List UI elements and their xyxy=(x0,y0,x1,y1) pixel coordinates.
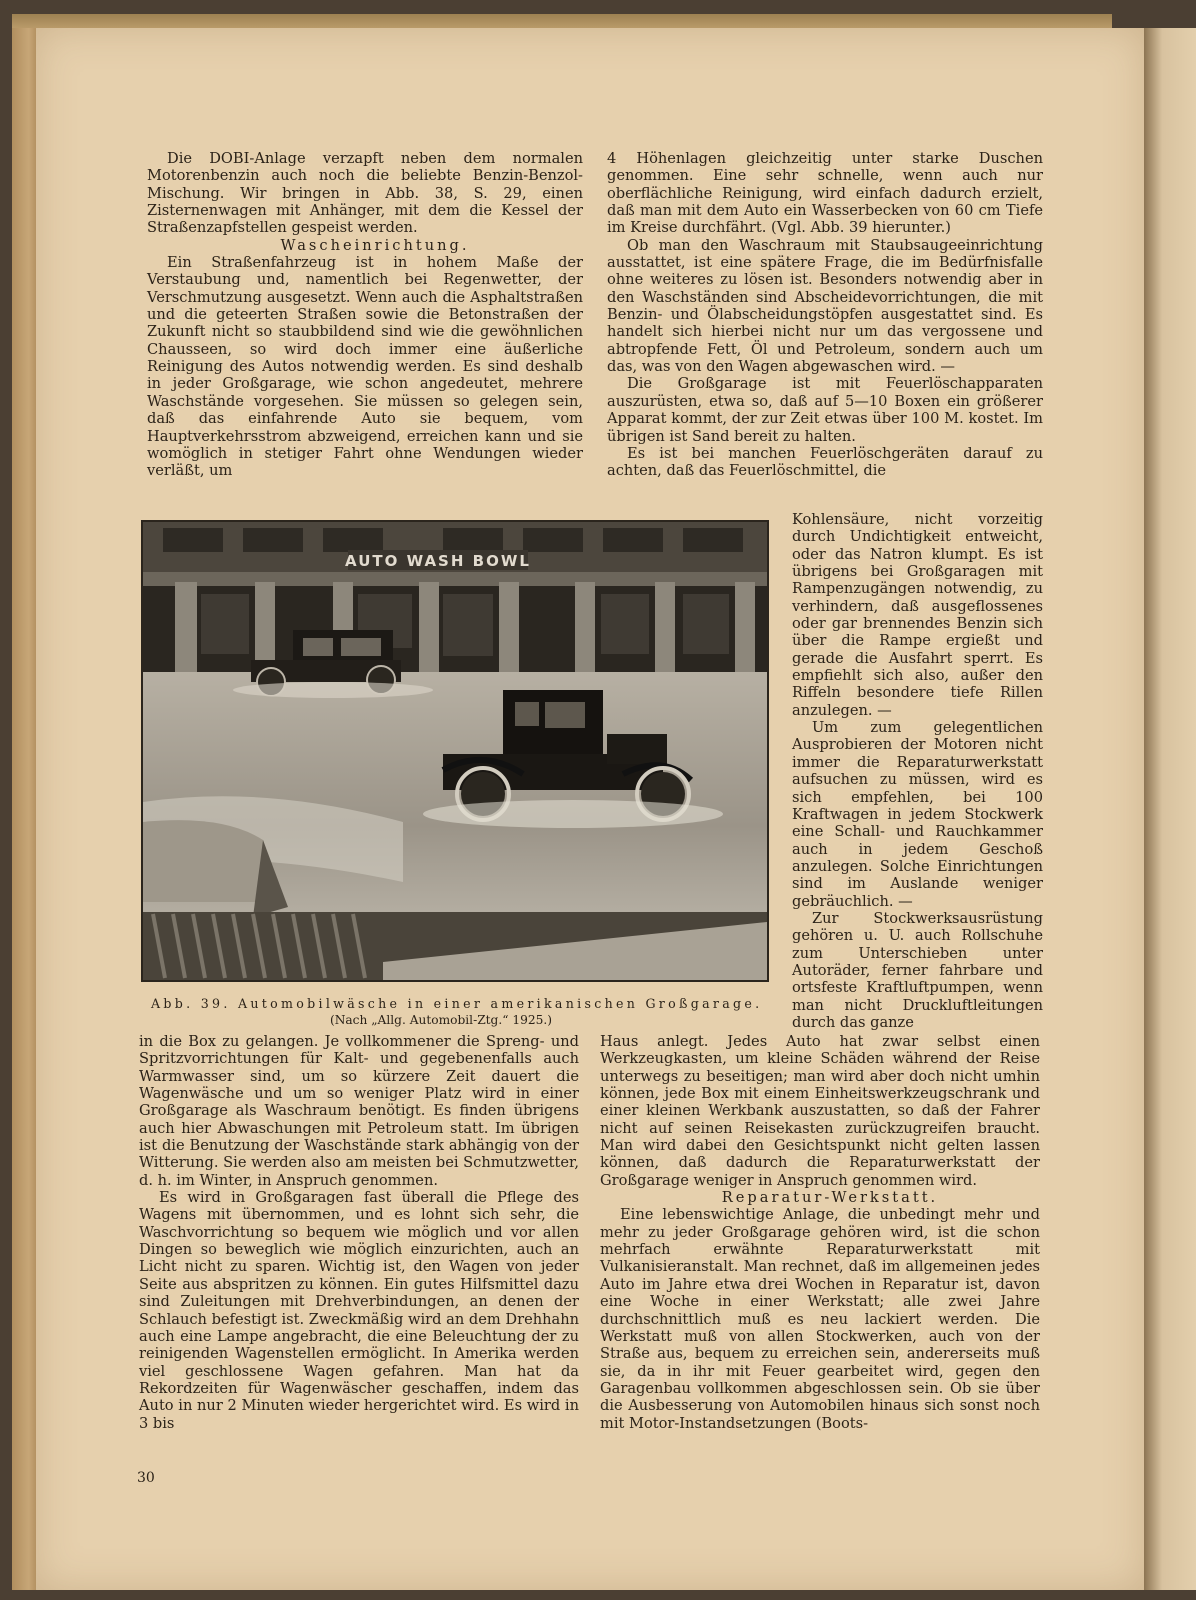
paragraph: in die Box zu gelangen. Je vollkommener die Spreng- und Spritzvorrichtungen für Kalt- und gegebenenfalls auch Warmwasser sind, um so kürzere Zeit dauert die Wagenwäsche und um so weniger Platz wird in einer Großgarage als Waschraum benötigt. Es finden übrigens auch hier Abwaschungen mit Petroleum statt. Im übrigen ist die Benutzung der Waschstände stark abhängig von der Witterung. Sie werden also am meisten bei Schmutzwetter, d. h. im Winter, in Anspruch genommen. xyxy=(139,1033,580,1189)
page-number: 30 xyxy=(137,1470,155,1486)
paragraph: Ob man den Waschraum mit Staubsaugeeinrichtung ausstattet, ist eine spätere Frage, die im Bedürfnisfalle ohne weiteres zu lösen ist. Besonders notwendig aber in den Waschständen sind Abscheidevorrichtungen, die mit Benzin- und Ölabscheidungstöpfen ausgestattet sind. Es handelt sich hierbei nicht nur um das vergossene und abtropfende Fett, Öl und Petroleum, sondern auch um das, was von den Wagen abgewaschen wird. — xyxy=(607,236,1043,376)
paragraph: Eine lebenswichtige Anlage, die unbedingt mehr und mehr zu jeder Großgarage gehören wird, ist die schon mehrfach erwähnte Reparaturwerkstatt mit Vulkanisieranstalt. Man rechnet, daß im allgemeinen jedes Auto im Jahre etwa drei Wochen in Reparatur ist, davon eine Woche in einer Werkstatt; alle zwei Jahre durchschnittlich muß es neu lackiert werden. Die Werkstatt muß von allen Stockwerken, auch von der Straße aus, bequem zu erreichen sein, andererseits muß sie, da in ihr mit Feuer gearbeitet wird, gegen den Garagenbau vollkommen abgeschlossen sein. Ob sie über die Ausbesserung von Automobilen hinaus sich sonst noch mit Motor-Instandsetzungen (Boots- xyxy=(600,1206,1040,1432)
column-left-top xyxy=(147,150,583,480)
paragraph: Ein Straßenfahrzeug ist in hohem Maße der Verstaubung und, namentlich bei Regenwetter, der Verschmutzung ausgesetzt. Wenn auch die Asphaltstraßen und die geteerten Straßen sowie die Betonstraßen der Zukunft nicht so staubbildend sind wie die gewöhnlichen Chausseen, so wird doch immer eine äußerliche Reinigung des Autos notwendig werden. Es sind deshalb in jeder Großgarage, wie schon angedeutet, mehrere Waschstände vorgesehen. Sie müssen so gelegen sein, daß das einfahrende Auto sie bequem, vom Hauptverkehrsstrom abzweigend, erreichen kann und sie womöglich in stetiger Fahrt ohne Wendungen wieder verläßt, um xyxy=(147,254,583,480)
paragraph: Die Großgarage ist mit Feuerlöschapparaten auszurüsten, etwa so, daß auf 5—10 Boxen ein größerer Apparat kommt, der zur Zeit etwas über 100 M. kostet. Im übrigen ist Sand bereit zu halten. xyxy=(607,375,1043,445)
column-right-bottom xyxy=(600,1033,1040,1432)
paragraph: Es wird in Großgaragen fast überall die Pflege des Wagens mit übernommen, und es lohnt sich sehr, die Waschvorrichtung so bequem wie möglich und vor allen Dingen so beweglich wie möglich einzurichten, auch an Licht nicht zu sparen. Wichtig ist, den Wagen von jeder Seite aus abspritzen zu können. Ein gutes Hilfsmittel dazu sind Zuleitungen mit Drehverbindungen, an denen der Schlauch befestigt ist. Zweckmäßig wird an dem Drehhahn auch eine Lampe angebracht, die eine Beleuchtung der zu reinigenden Wagenstellen ermöglicht. In Amerika werden viel geschlossene Wagen gefahren. Man hat da Rekordzeiten für Wagenwäscher geschaffen, indem das Auto in nur 2 Minuten wieder hergerichtet wird. Es wird in 3 bis xyxy=(139,1189,579,1432)
paragraph: Die DOBI-Anlage verzapft neben dem normalen Motorenbenzin auch noch die beliebte Benzin-Benzol-Mischung. Wir bringen in Abb. 38, S. 29, einen Zisternenwagen mit Anhänger, mit dem die Kessel der Straßenzapfstellen gespeist werden. xyxy=(147,150,583,237)
wash-bowl-sign: AUTO WASH BOWL xyxy=(345,552,531,570)
paragraph: Haus anlegt. Jedes Auto hat zwar selbst einen Werkzeugkasten, um kleine Schäden während der Reise unterwegs zu beseitigen; man wird aber doch nicht umhin können, jede Box mit einem Einheitswerkzeugschrank und einer kleinen Werkbank auszustatten, so daß der Fahrer nicht auf seinen Reisekasten zurückzugreifen braucht. Man wird dabei den Gesichtspunkt nicht gelten lassen können, daß dadurch die Reparaturwerkstatt der Großgarage weniger in Anspruch genommen wird. xyxy=(600,1033,1040,1189)
column-left-bottom xyxy=(139,1033,579,1432)
facing-page-edge xyxy=(1144,28,1196,1590)
book-cover-edge xyxy=(12,14,1112,28)
paragraph: 4 Höhenlagen gleichzeitig unter starke Duschen genommen. Eine sehr schnelle, wenn auch nur oberflächliche Reinigung, wird einfach dadurch erzielt, daß man mit dem Auto ein Wasserbecken von 60 cm Tiefe im Kreise durchfährt. (Vgl. Abb. 39 hierunter.) xyxy=(607,150,1043,237)
paragraph: Es ist bei manchen Feuerlöschgeräten darauf zu achten, daß das Feuerlöschmittel, die xyxy=(607,444,1043,480)
section-heading-reparatur-werkstatt: Reparatur-Werkstatt. xyxy=(721,1189,939,1207)
paragraph: Zur Stockwerksausrüstung gehören u. U. auch Rollschuhe zum Unterschieben unter Autoräder, ferner fahrbare und ortsfeste Kraftluftpumpen, wenn man nicht Druckluftleitungen durch das ganze xyxy=(792,909,1043,1031)
figure-source: (Nach „Allg. Automobil-Ztg.“ 1925.) xyxy=(330,1013,552,1027)
figure-photo-auto-wash xyxy=(141,520,769,982)
column-right-top xyxy=(607,150,1043,480)
section-heading-wascheinrichtung: Wascheinrichtung. xyxy=(280,236,470,254)
paragraph: Kohlensäure, nicht vorzeitig durch Undichtigkeit entweicht, oder das Natron klumpt. Es ist übrigens bei Großgaragen mit Rampenzugängen notwendig, zu verhindern, daß ausgeflossenes oder gar brennendes Benzin sich über die Rampe ergießt und gerade die Ausfahrt sperrt. Es empfiehlt sich also, außer den Riffeln besondere tiefe Rillen anzulegen. — xyxy=(792,511,1043,719)
paragraph: Um zum gelegentlichen Ausprobieren der Motoren nicht immer die Reparaturwerkstatt aufsuchen zu müssen, wird es sich empfehlen, bei 100 Kraftwagen in jedem Stockwerk eine Schall- und Rauchkammer auch in jedem Geschoß anzulegen. Solche Einrichtungen sind im Auslande weniger gebräuchlich. — xyxy=(792,719,1043,910)
column-right-beside-figure xyxy=(792,511,1043,1031)
figure-caption: Abb. 39. Automobilwäsche in einer amerikanischen Großgarage. xyxy=(151,996,763,1011)
